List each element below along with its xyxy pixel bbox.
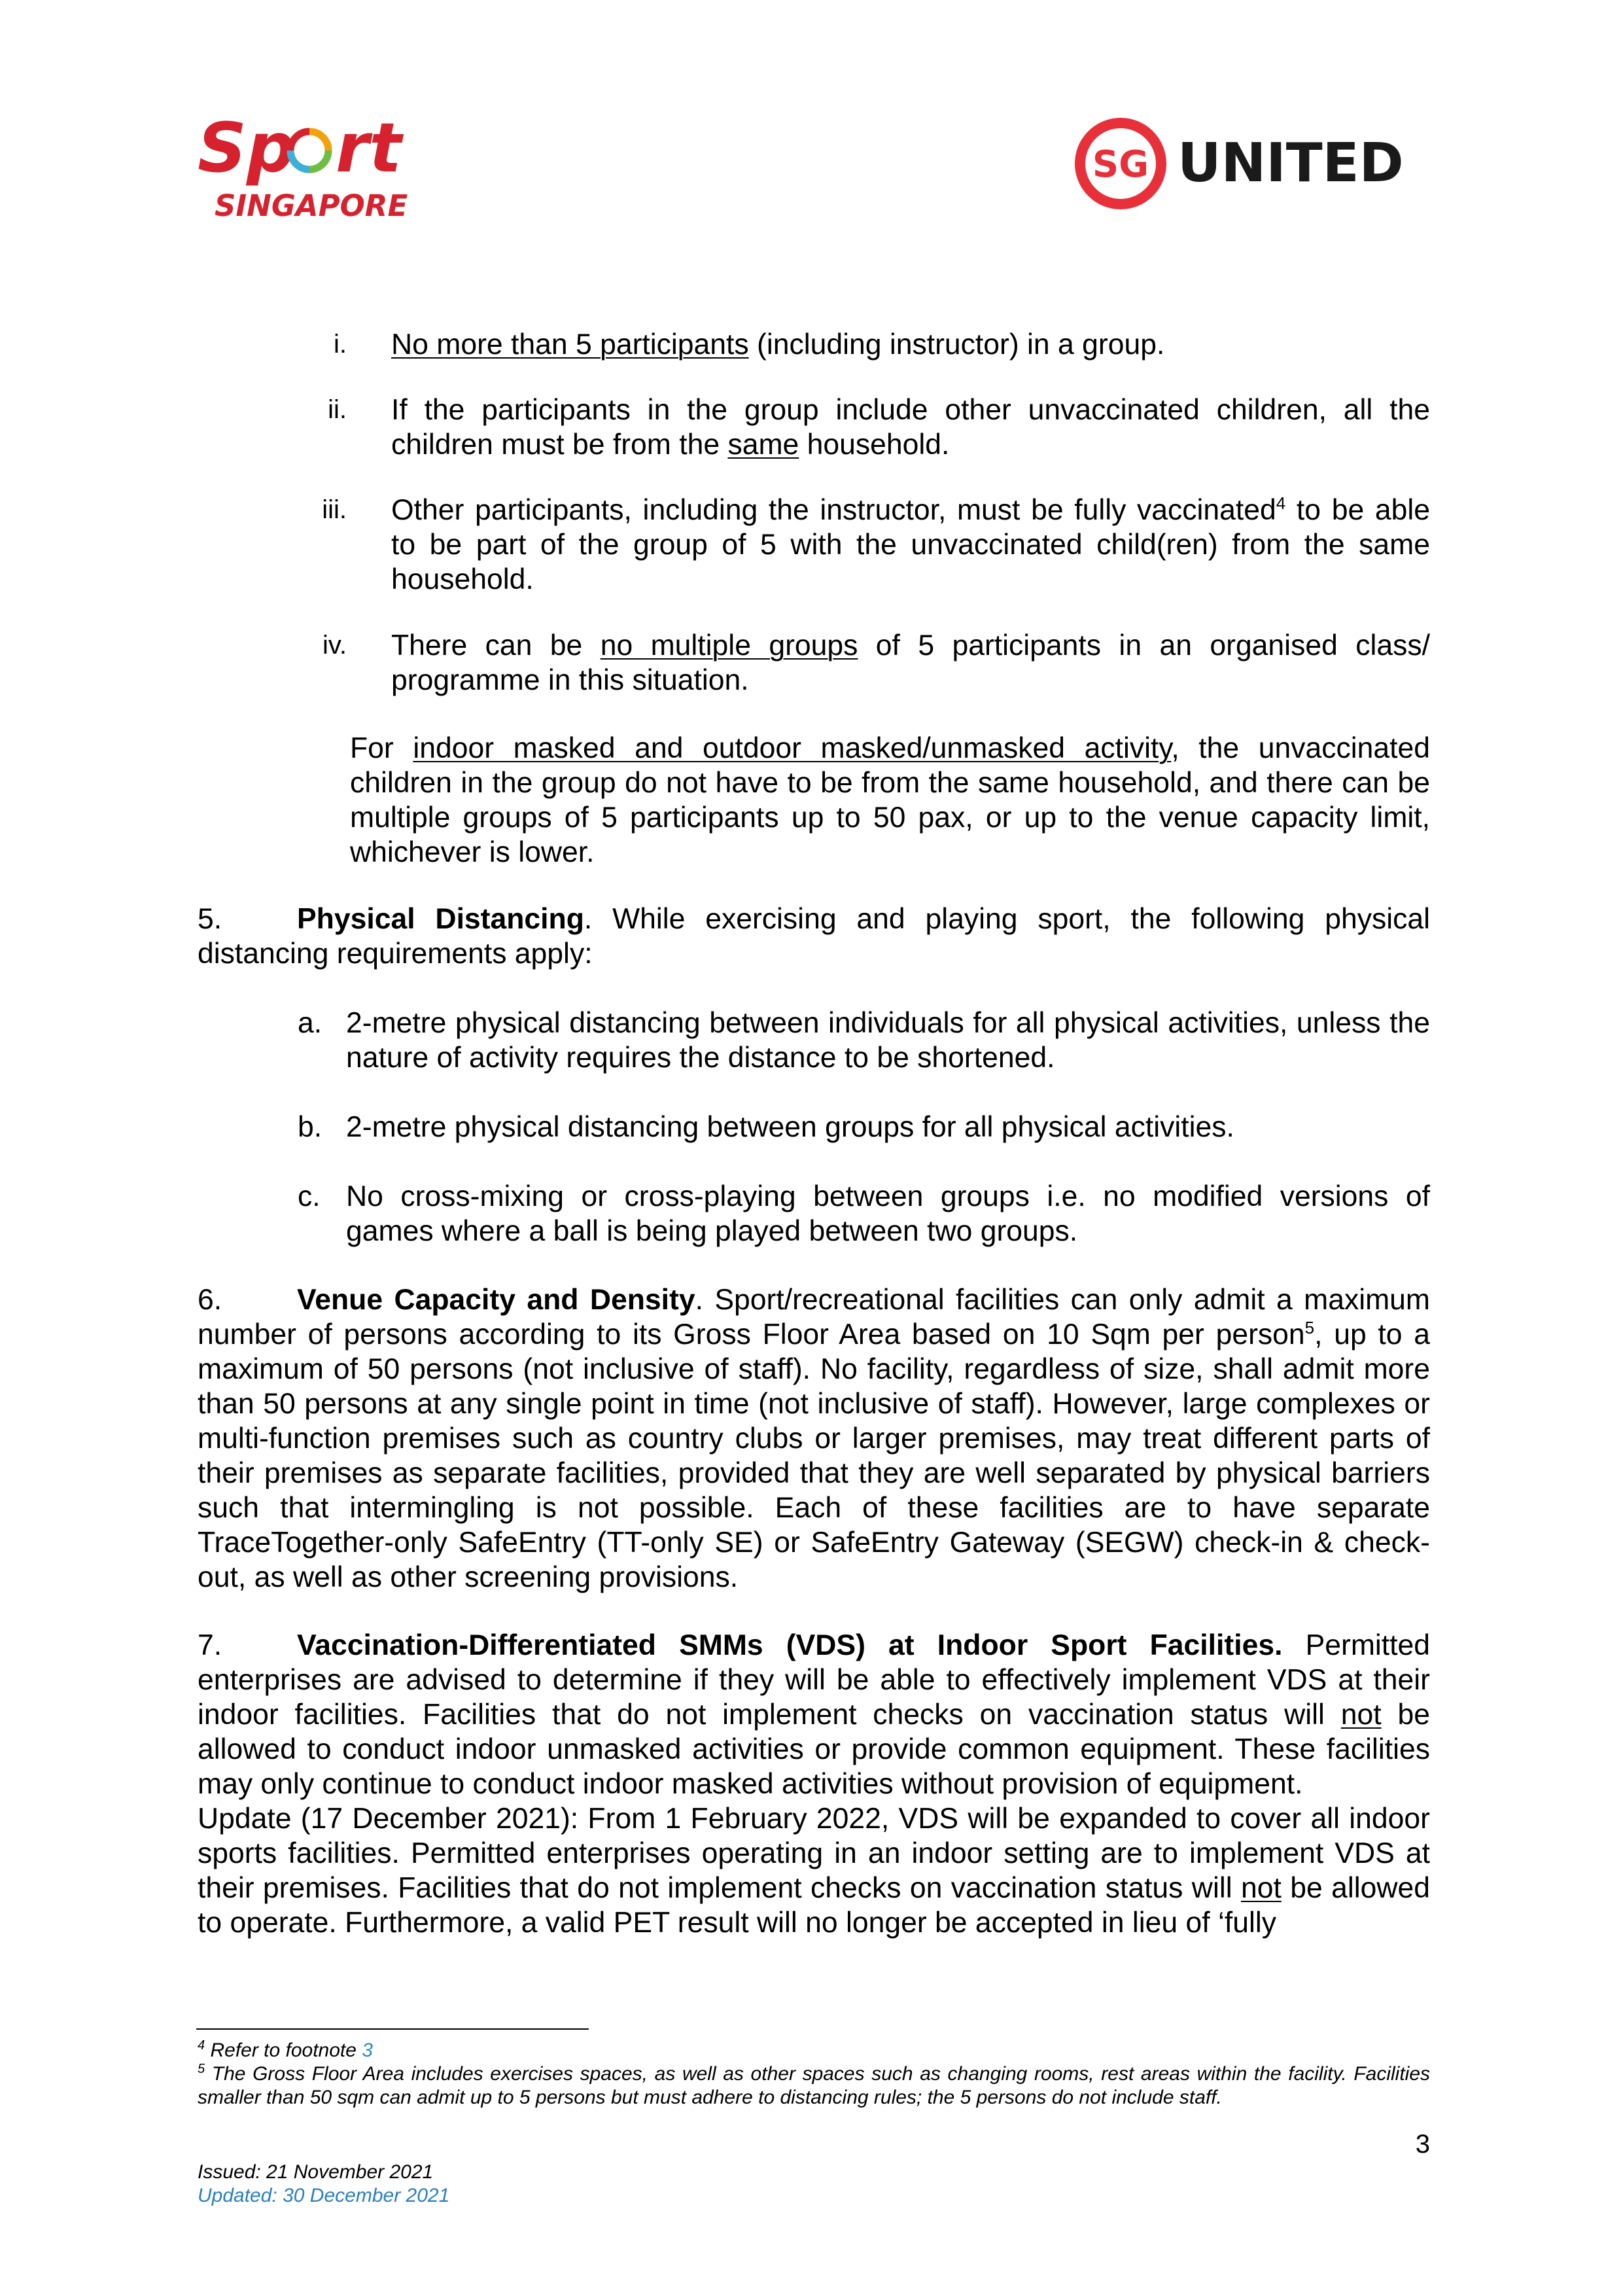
list-item-text: There can be <box>391 629 601 662</box>
list-item <box>391 628 1430 698</box>
sport-swirl-icon <box>290 132 328 169</box>
footnote-link[interactable]: 3 <box>362 2040 373 2061</box>
list-number: iv. <box>322 631 347 660</box>
issued-date: Issued: 21 November 2021 <box>198 2161 434 2183</box>
updated-date: Updated: 30 December 2021 <box>198 2185 450 2206</box>
list-number: i. <box>334 330 347 359</box>
united-text: UNITED <box>1178 132 1404 194</box>
logo-sport-text-part1: Sp <box>198 108 296 188</box>
list-item-text: of 5 participants in an organised class/ programme in this situation. <box>391 629 1430 696</box>
footnote-5: $^5$ The Gross Floor Area includes exercises spaces, as well as other spaces such as changing rooms, rest areas within the facility. Facilities smaller than 50 sqm can admit up to 5 persons but must adhere to distancing rules; the 5 persons do not include staff. <box>198 2062 1431 2108</box>
list-item <box>391 393 1430 462</box>
list-letter: a. <box>298 1007 323 1039</box>
list-item-text: (including instructor) in a group. <box>748 328 1165 361</box>
section-heading: Venue Capacity and Density <box>297 1284 695 1316</box>
sg-united-logo <box>1066 108 1420 219</box>
list-number: iii. <box>322 495 347 524</box>
section-5-paragraph: Physical Distancing. While exercising and playing sport, the following physical distancing requirements apply: <box>198 903 1430 970</box>
page-number: 3 <box>1415 2130 1430 2159</box>
list-item-text: to be able to be part of the group of 5 with the unvaccinated child(ren) from the same household. <box>391 494 1430 595</box>
list-item-text: Other participants, including the instructor, must be fully vaccinated <box>391 494 1276 526</box>
section-number: 6. <box>198 1284 222 1316</box>
sg-badge-text: SG <box>1092 143 1149 186</box>
section-7-paragraph: Vaccination-Differentiated SMMs (VDS) at Indoor Sport Facilities. Permitted enterprises are advised to determine if they will be able to effectively implement VDS at their indoor facilities. Facilities that do not implement checks on vaccination status will not be allowed to conduct indoor unmasked activities or provide common equipment. These facilities may only continue to conduct indoor masked activities without provision of equipment. <box>198 1629 1430 1800</box>
underlined-phrase: No more than 5 participants <box>391 328 749 361</box>
list-item <box>391 493 1430 597</box>
list-item-text: If the participants in the group include other unvaccinated children, all the children must be from the <box>391 394 1430 461</box>
underlined-phrase: indoor masked and outdoor masked/unmasked activity <box>413 732 1172 764</box>
footnote-divider <box>196 2028 589 2030</box>
section-number: 7. <box>198 1629 222 1661</box>
underlined-word: not <box>1240 1872 1282 1904</box>
list-item: 2-metre physical distancing between individuals for all physical activities, unless the nature of activity requires the distance to be shortened. <box>346 1007 1430 1074</box>
section-heading: Vaccination-Differentiated SMMs (VDS) at Indoor Sport Facilities. <box>297 1629 1283 1661</box>
footnote-ref: 5 <box>1304 1318 1315 1338</box>
logo-sport-text-part2: rt <box>336 108 402 188</box>
footnote-ref: 4 <box>1276 493 1286 514</box>
sport-singapore-logo <box>196 105 445 229</box>
update-paragraph: Update (17 December 2021): From 1 February 2022, VDS will be expanded to cover all indoor sports facilities. Permitted enterprises operating in an indoor setting are to implement VDS at their premises. Facilities that do not implement checks on vaccination status will not be allowed to operate. Furthermore, a valid PET result will no longer be accepted in lieu of ‘fully <box>198 1803 1430 1939</box>
underlined-word: same <box>727 429 799 461</box>
list-number: ii. <box>328 395 347 424</box>
list-item: 2-metre physical distancing between groups for all physical activities. <box>346 1111 1234 1143</box>
section-number: 5. <box>198 903 222 935</box>
list-letter: c. <box>298 1180 321 1212</box>
list-item-text: household. <box>799 429 950 461</box>
logo-singapore-text: SINGAPORE <box>215 188 408 223</box>
list-item <box>391 327 1430 362</box>
section-6-paragraph: Venue Capacity and Density. Sport/recreational facilities can only admit a maximum number of persons according to its Gross Floor Area based on 10 Sqm per person$^5$, up to a maximum of 50 persons (not inclusive of staff). No facility, regardless of size, shall admit more than 50 persons at any single point in time (not inclusive of staff). However, large complexes or multi-function premises such as country clubs or larger premises, may treat different parts of their premises as separate facilities, provided that they are well separated by physical barriers such that intermingling is not possible. Each of these facilities are to have separate TraceTogether-only SafeEntry (TT-only SE) or SafeEntry Gateway (SEGW) check-in & check-out, as well as other screening provisions. <box>198 1284 1430 1593</box>
footnote-4: $^4$ Refer to footnote 3 <box>198 2038 373 2061</box>
indoor-paragraph: For indoor masked and outdoor masked/unmasked activity, the unvaccinated children in the group do not have to be from the same household, and there can be multiple groups of 5 participants up to 50 pax, or up to the venue capacity limit, whichever is lower. <box>350 732 1430 868</box>
list-item: No cross-mixing or cross-playing between groups i.e. no modified versions of games where a ball is being played between two groups. <box>346 1180 1430 1247</box>
list-letter: b. <box>298 1111 323 1143</box>
section-heading: Physical Distancing <box>297 903 584 935</box>
underlined-word: not <box>1340 1699 1382 1731</box>
underlined-phrase: no multiple groups <box>600 629 858 662</box>
